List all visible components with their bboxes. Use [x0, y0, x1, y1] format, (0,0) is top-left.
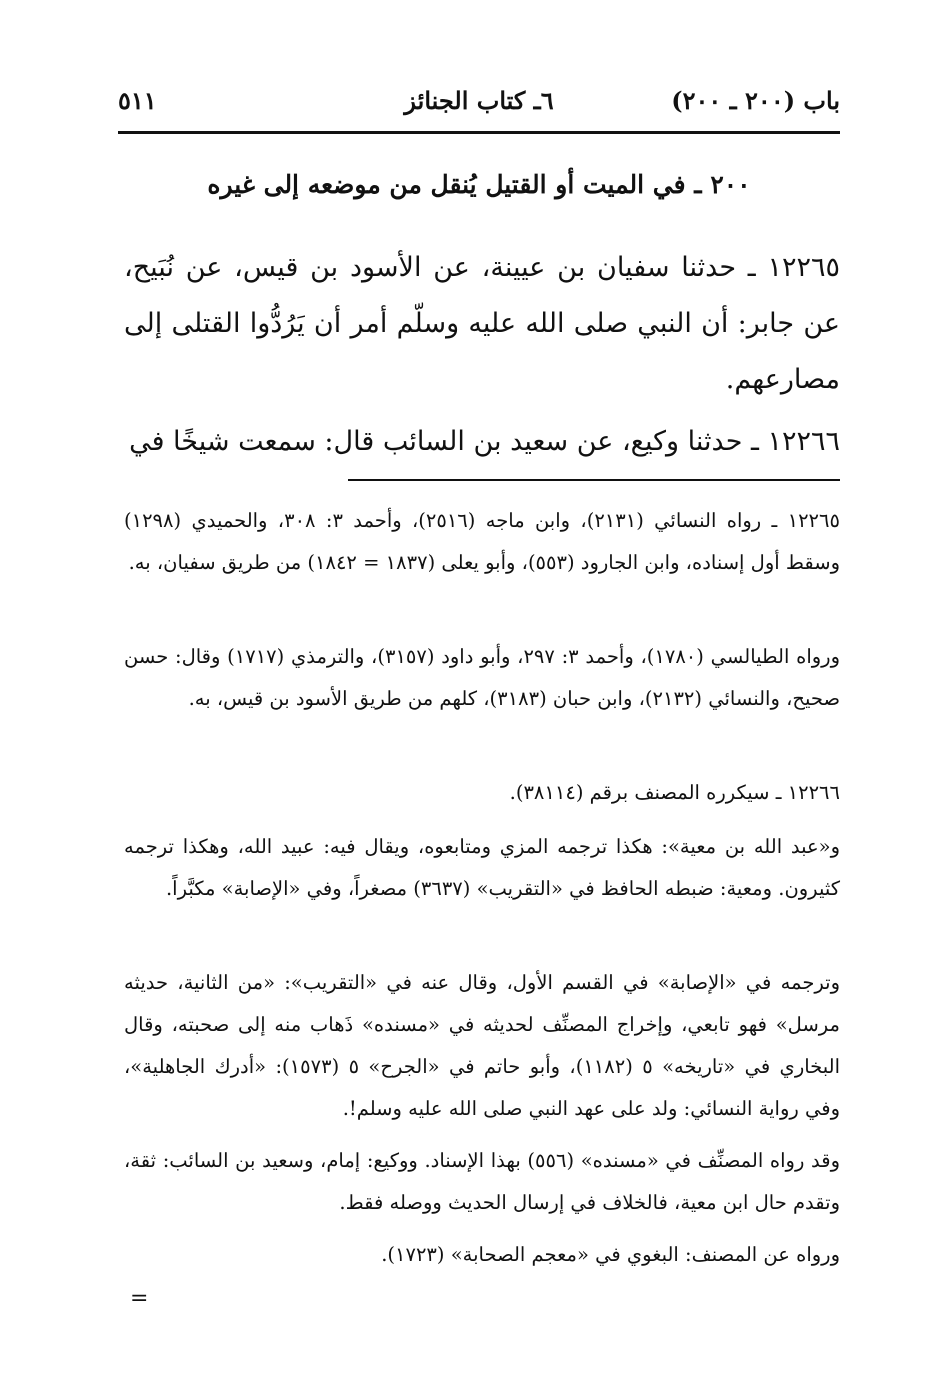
header-rule	[118, 131, 840, 134]
footnote-ibn-muayya: و«عبد الله بن معية»: هكذا ترجمه المزي ومتابعوه، ويقال فيه: عبيد الله، وهكذا ترجمه كثيرون. ومعية: ضبطه الحافظ في «التقريب» (٣٦٣٧) مصغراً، وفي «الإصابة» مكبَّراً.	[124, 835, 840, 900]
hadith-12266: ١٢٢٦٦ ـ حدثنا وكيع، عن سعيد بن السائب قال: سمعت شيخًا في	[129, 426, 840, 457]
running-header	[118, 78, 840, 122]
footnote-musnad: وقد رواه المصنِّف في «مسنده» (٥٥٦) بهذا الإسناد. ووكيع: إمام، وسعيد بن السائب: ثقة، وتقدم حال ابن معية، فالخلاف في إرسال الحديث ووصله فقط.	[124, 1149, 840, 1214]
footnote-isaba: وترجمه في «الإصابة» في القسم الأول، وقال عنه في «التقريب»: «من الثانية، حديثه مرسل» فهو تابعي، وإخراج المصنِّف لحديثه في «مسنده» ذَهاب منه إلى صحبته، وقال البخاري في «تاريخه» ٥ (١١٨٢)، وأبو حاتم في «الجرح» ٥ (١٥٧٣): «أدرك الجاهلية»، وفي رواية النسائي: ولد على عهد النبي صلى الله عليه وسلم!.	[124, 971, 841, 1120]
section-title: ٢٠٠ ـ في الميت أو القتيل يُنقل من موضعه إلى غيره	[207, 170, 751, 199]
footnote-baghawi: ورواه عن المصنف: البغوي في «معجم الصحابة» (١٧٢٣).	[381, 1243, 840, 1266]
footnote-12265: ١٢٢٦٥ ـ رواه النسائي (٢١٣١)، وابن ماجه (٢٥١٦)، وأحمد ٣: ٣٠٨، والحميدي (١٢٩٨) وسقط أول إسناده، وابن الجارود (٥٥٣)، وأبو يعلى (١٨٣٧ = ١٨٤٢) من طريق سفيان، به.	[124, 509, 840, 574]
footnote-12266: ١٢٢٦٦ ـ سيكرره المصنف برقم (٣٨١١٤).	[509, 781, 840, 804]
page-number: ٥١١	[118, 86, 157, 115]
footnote-12265-continued: ورواه الطيالسي (١٧٨٠)، وأحمد ٣: ٢٩٧، وأبو داود (٣١٥٧)، والترمذي (١٧١٧) وقال: حسن صحيح، والنسائي (٢١٣٢)، وابن حبان (٣١٨٣)، كلهم من طريق الأسود بن قيس، به.	[124, 645, 840, 710]
continuation-mark: =	[130, 1286, 149, 1311]
chapter-range: باب (٢٠٠ ـ ٢٠٠)	[671, 86, 840, 115]
hadith-12265: ١٢٢٦٥ ـ حدثنا سفيان بن عيينة، عن الأسود بن قيس، عن نُبَيح، عن جابر: أن النبي صلى الله عليه وسلّم أمر أن يَرُدُّوا القتلى إلى مصارعهم.	[124, 252, 840, 395]
footnote-separator	[348, 479, 840, 481]
book-title: ٦ـ كتاب الجنائز	[404, 86, 554, 115]
